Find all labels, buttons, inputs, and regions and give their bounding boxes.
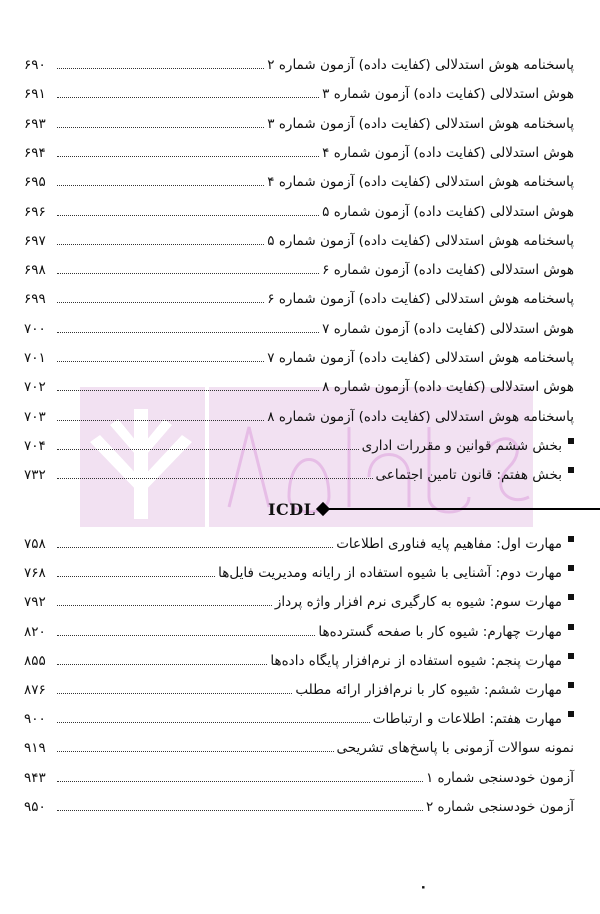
toc-entry-title	[319, 261, 574, 279]
dot-leader	[57, 781, 423, 782]
toc-entry-page-number: ۸۲۰	[24, 623, 46, 640]
dot-leader	[57, 547, 333, 548]
toc-entry-content	[24, 652, 574, 670]
toc-entry-content	[24, 798, 574, 816]
toc-entry[interactable]	[24, 458, 574, 484]
square-bullet-icon	[568, 711, 574, 717]
toc-entry-content	[24, 408, 574, 426]
toc-entry-title	[272, 593, 574, 611]
toc-entry[interactable]	[24, 136, 574, 162]
section-title: ICDL	[268, 499, 316, 519]
square-bullet-icon	[568, 594, 574, 600]
toc-entry-content	[24, 261, 574, 279]
toc-entry-title	[267, 652, 574, 670]
toc-entry-title	[334, 739, 574, 757]
toc-entry-content	[24, 349, 574, 367]
toc-entry-content	[24, 56, 574, 74]
dot-leader	[57, 68, 264, 69]
dot-leader	[57, 605, 272, 606]
toc-entry[interactable]	[24, 761, 574, 787]
toc-entry[interactable]	[24, 195, 574, 221]
toc-entry[interactable]	[24, 400, 574, 426]
toc-entry[interactable]	[24, 77, 574, 103]
dot-leader	[57, 576, 215, 577]
toc-entry-title-text: پاسخنامه هوش استدلالی (کفایت داده) آزمون شماره ۷	[267, 350, 574, 366]
toc-entry-page-number: ۹۴۳	[24, 769, 46, 786]
dot-leader	[57, 751, 334, 752]
toc-entry-content	[24, 681, 574, 699]
toc-entry-title-text: مهارت سوم: شیوه به کارگیری نرم افزار واژه پرداز	[274, 594, 562, 611]
toc-entry-page-number: ۶۹۳	[24, 115, 46, 132]
toc-entry-title	[319, 203, 574, 221]
toc-entry-page-number: ۹۵۰	[24, 798, 46, 815]
page-number: ۰	[419, 879, 428, 895]
toc-entry-content	[24, 320, 574, 338]
toc-entry-page-number: ۸۷۶	[24, 682, 46, 698]
toc-entry-title-text: آزمون خودسنجی شماره ۱	[425, 769, 574, 786]
toc-entry-title-text: بخش هفتم: قانون تامین اجتماعی	[375, 467, 562, 484]
toc-entry-page-number: ۶۹۸	[24, 262, 46, 279]
toc-entry-content	[24, 232, 574, 250]
toc-entry-content	[24, 85, 574, 103]
toc-entry-title-text: آزمون خودسنجی شماره ۲	[425, 798, 574, 815]
toc-entry-title-text: مهارت هفتم: اطلاعات و ارتباطات	[372, 711, 562, 728]
toc-entry-content	[24, 564, 574, 582]
dot-leader	[57, 215, 319, 216]
toc-entry-content	[24, 623, 574, 641]
toc-entry-title-text: پاسخنامه هوش استدلالی (کفایت داده) آزمون شماره ۸	[267, 408, 574, 425]
toc-entry-content	[24, 437, 574, 455]
toc-entry-content	[24, 203, 574, 221]
toc-entry-page-number: ۹۰۰	[24, 711, 46, 728]
square-bullet-icon	[568, 438, 574, 444]
toc-entry-content	[24, 593, 574, 611]
dot-leader	[57, 332, 319, 333]
toc-entry-title	[319, 320, 574, 338]
dot-leader	[57, 185, 264, 186]
square-bullet-icon	[568, 624, 574, 630]
dot-leader	[57, 156, 319, 157]
header-rule	[329, 508, 600, 510]
toc-entry-title-text: مهارت چهارم: شیوه کار با صفحه گسترده‌ها	[318, 623, 562, 640]
toc-entry-content	[24, 769, 574, 787]
toc-entry-page-number: ۸۵۵	[24, 652, 46, 669]
toc-entry-title	[370, 710, 574, 728]
square-bullet-icon	[568, 565, 574, 571]
toc-entry[interactable]	[24, 527, 574, 553]
toc-entry-title-text: مهارت اول: مفاهیم پایه فناوری اطلاعات	[336, 536, 562, 552]
toc-entry[interactable]	[24, 107, 574, 133]
square-bullet-icon	[568, 536, 574, 542]
toc-entry-title-text: پاسخنامه هوش استدلالی (کفایت داده) آزمون شماره ۵	[267, 232, 574, 249]
toc-entry-title-text: هوش استدلالی (کفایت داده) آزمون شماره ۳	[322, 86, 574, 103]
toc-entry-title-text: نمونه سوالات آزمونی با پاسخ‌های تشریحی	[336, 740, 574, 757]
toc-entry[interactable]	[24, 253, 574, 279]
toc-entry-title-text: هوش استدلالی (کفایت داده) آزمون شماره ۴	[322, 144, 574, 161]
toc-entry-title-text: پاسخنامه هوش استدلالی (کفایت داده) آزمون شماره ۳	[267, 115, 574, 132]
toc-entry-title	[264, 56, 574, 74]
toc-entry-title	[264, 349, 574, 367]
toc-entry-title-text: هوش استدلالی (کفایت داده) آزمون شماره ۵	[322, 203, 574, 220]
dot-leader	[57, 635, 315, 636]
toc-entry-title-text: مهارت دوم: آشنایی با شیوه استفاده از رایانه ومدیریت فایل‌ها	[218, 565, 562, 582]
toc-entry-title-text: هوش استدلالی (کفایت داده) آزمون شماره ۸	[322, 379, 574, 396]
toc-entry-title-text: مهارت ششم: شیوه کار با نرم‌افزار ارائه مطلب	[295, 682, 562, 698]
toc-entry[interactable]	[24, 429, 574, 455]
toc-entry-title	[319, 85, 574, 103]
toc-entry-content	[24, 144, 574, 162]
square-bullet-icon	[568, 467, 574, 473]
toc-entry[interactable]	[24, 282, 574, 308]
toc-entry-title	[319, 144, 574, 162]
toc-entry-title-text: پاسخنامه هوش استدلالی (کفایت داده) آزمون شماره ۴	[267, 174, 574, 191]
dot-leader	[57, 244, 264, 245]
toc-entry-title	[264, 290, 574, 308]
toc-entry-page-number: ۷۰۱	[24, 350, 46, 366]
toc-entry-title	[292, 681, 574, 699]
toc-entry-page-number: ۶۹۱	[24, 86, 46, 103]
toc-entry-title-text: هوش استدلالی (کفایت داده) آزمون شماره ۷	[322, 320, 574, 337]
dot-leader	[57, 127, 264, 128]
square-bullet-icon	[568, 682, 574, 688]
toc-entry-title-text: بخش ششم قوانین و مقررات اداری	[361, 437, 562, 454]
square-bullet-icon	[568, 653, 574, 659]
toc-entry-page-number: ۶۹۹	[24, 291, 46, 308]
toc-entry-title	[373, 466, 574, 484]
toc-entry-title	[264, 408, 574, 426]
toc-entry[interactable]	[24, 585, 574, 611]
toc-entry-content	[24, 710, 574, 728]
dot-leader	[57, 302, 264, 303]
toc-entry-page-number: ۷۹۲	[24, 594, 46, 611]
diamond-icon	[316, 502, 330, 516]
toc-entry-page-number: ۶۹۵	[24, 174, 46, 191]
toc-entry-title-text: پاسخنامه هوش استدلالی (کفایت داده) آزمون شماره ۲	[267, 57, 574, 73]
toc-entry-page-number: ۷۶۸	[24, 565, 46, 582]
toc-entry-page-number: ۷۰۴	[24, 437, 46, 454]
dot-leader	[57, 693, 292, 694]
toc-entry-content	[24, 378, 574, 396]
toc-entry[interactable]	[24, 790, 574, 816]
toc-entry-title	[319, 378, 574, 396]
toc-entry-title	[264, 173, 574, 191]
toc-entry-title	[333, 535, 574, 553]
toc-entry-title	[264, 232, 574, 250]
toc-entry[interactable]	[24, 615, 574, 641]
toc-entry-title-text: هوش استدلالی (کفایت داده) آزمون شماره ۶	[322, 262, 574, 279]
toc-entry-content	[24, 290, 574, 308]
dot-leader	[57, 390, 319, 391]
toc-entry[interactable]	[24, 165, 574, 191]
toc-entry-title	[423, 798, 574, 816]
toc-entry[interactable]	[24, 673, 574, 699]
toc-entry-page-number: ۷۳۲	[24, 467, 46, 484]
toc-entry[interactable]	[24, 48, 574, 74]
toc-entry-page-number: ۷۵۸	[24, 536, 46, 552]
toc-entry[interactable]	[24, 731, 574, 757]
toc-entry-page-number: ۹۱۹	[24, 740, 46, 757]
toc-entry-page-number: ۶۹۴	[24, 144, 46, 161]
dot-leader	[57, 449, 359, 450]
toc-entry-content	[24, 535, 574, 553]
toc-entry-content	[24, 466, 574, 484]
section-header-icdl	[268, 497, 600, 521]
dot-leader	[57, 478, 373, 479]
toc-entry-content	[24, 115, 574, 133]
dot-leader	[57, 361, 264, 362]
toc-entry-content	[24, 739, 574, 757]
toc-entry-title	[215, 564, 574, 582]
toc-entry[interactable]	[24, 644, 574, 670]
dot-leader	[57, 420, 264, 421]
toc-entry-page-number: ۷۰۳	[24, 408, 46, 425]
toc-entry[interactable]	[24, 224, 574, 250]
toc-entry-page-number: ۶۹۰	[24, 57, 46, 73]
dot-leader	[57, 273, 319, 274]
dot-leader	[57, 810, 423, 811]
toc-entry[interactable]	[24, 341, 574, 367]
toc-entry[interactable]	[24, 370, 574, 396]
toc-entry-title-text: مهارت پنجم: شیوه استفاده از نرم‌افزار پایگاه داده‌ها	[270, 652, 562, 669]
toc-entry-title	[264, 115, 574, 133]
dot-leader	[57, 664, 267, 665]
dot-leader	[57, 97, 319, 98]
toc-entry-page-number: ۷۰۲	[24, 379, 46, 396]
dot-leader	[57, 722, 370, 723]
toc-entry[interactable]	[24, 312, 574, 338]
toc-entry-content	[24, 173, 574, 191]
toc-entry[interactable]	[24, 556, 574, 582]
toc-entry-title	[359, 437, 574, 455]
toc-entry-title	[423, 769, 574, 787]
toc-entry-page-number: ۶۹۷	[24, 232, 46, 249]
toc-entry-page-number: ۶۹۶	[24, 203, 46, 220]
toc-entry[interactable]	[24, 702, 574, 728]
toc-entry-page-number: ۷۰۰	[24, 320, 46, 337]
toc-entry-title-text: پاسخنامه هوش استدلالی (کفایت داده) آزمون شماره ۶	[267, 291, 574, 308]
toc-entry-title	[315, 623, 574, 641]
